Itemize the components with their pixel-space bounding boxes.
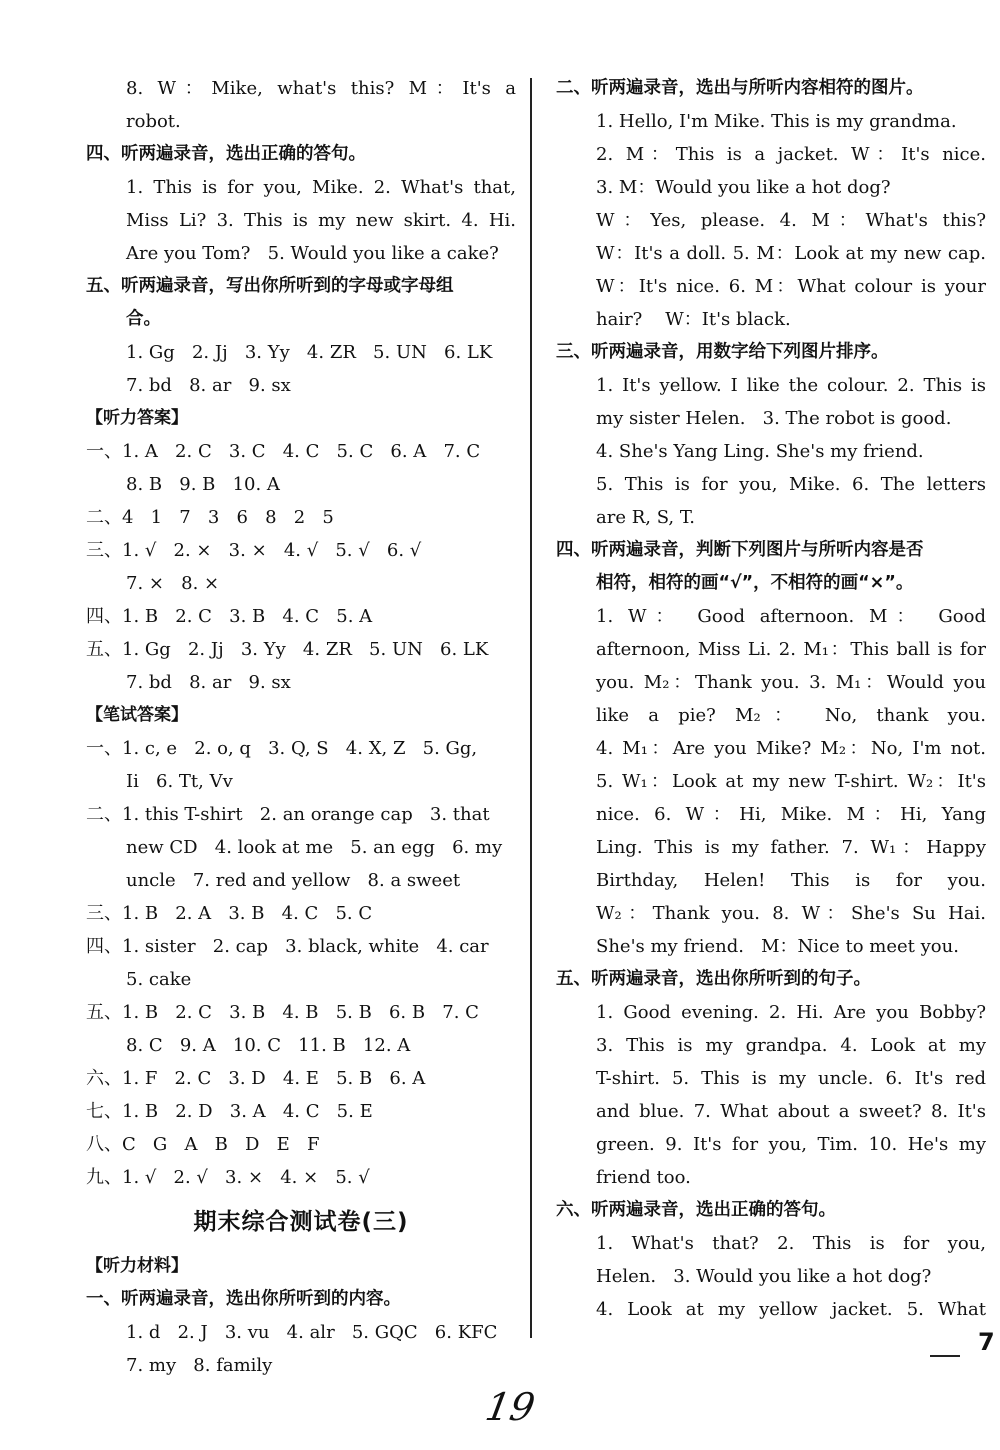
text-line: 8. W：Mike, what's this? M：It's a xyxy=(126,78,516,99)
text-line: you. M₂：Thank you. 3. M₁：Would you xyxy=(596,672,986,693)
text-line: 4. M₁：Are you Mike? M₂：No, I'm not. xyxy=(596,738,986,759)
text-line: 九、1. √ 2. √ 3. × 4. × 5. √ xyxy=(86,1167,370,1188)
text-line: 8. C 9. A 10. C 11. B 12. A xyxy=(126,1035,411,1056)
text-line: She's my friend. M：Nice to meet you. xyxy=(596,936,959,957)
answer-heading: 【笔试答案】 xyxy=(86,705,188,725)
text-line: W：It's nice. 6. M：What colour is your xyxy=(596,276,986,297)
text-line: 7. bd 8. ar 9. sx xyxy=(126,672,291,693)
text-line: 1. W： Good afternoon. M： Good xyxy=(596,606,986,627)
page-number: 7 xyxy=(978,1328,995,1356)
text-line: 3. M：Would you like a hot dog? xyxy=(596,177,891,198)
text-line: nice. 6. W：Hi, Mike. M：Hi, Yang xyxy=(596,804,986,825)
text-line: 8. B 9. B 10. A xyxy=(126,474,280,495)
text-line: 7. bd 8. ar 9. sx xyxy=(126,375,291,396)
text-line: 1. It's yellow. I like the colour. 2. This is xyxy=(596,375,986,396)
section-title: 期末综合测试卷(三) xyxy=(193,1209,409,1235)
text-line: 5. This is for you, Mike. 6. The letters xyxy=(596,474,986,495)
answer-heading: 【听力答案】 xyxy=(86,408,188,428)
text-line: 三、1. B 2. A 3. B 4. C 5. C xyxy=(86,903,373,924)
text-line: afternoon, Miss Li. 2. M₁：This ball is for xyxy=(596,639,986,660)
text-line: are R, S, T. xyxy=(596,507,695,528)
section-heading: 六、听两遍录音，选出正确的答句。 xyxy=(556,1200,836,1220)
text-line: 4. Look at my yellow jacket. 5. What xyxy=(596,1299,986,1320)
text-line: T-shirt. 5. This is my uncle. 6. It's red xyxy=(596,1068,986,1089)
text-line: 二、1. this T-shirt 2. an orange cap 3. that xyxy=(86,804,490,825)
text-line: 7. × 8. × xyxy=(126,573,220,594)
text-line: new CD 4. look at me 5. an egg 6. my xyxy=(126,837,503,858)
text-line: Ii 6. Tt, Vv xyxy=(126,771,233,792)
text-line: 六、1. F 2. C 3. D 4. E 5. B 6. A xyxy=(86,1068,426,1089)
text-line: friend too. xyxy=(596,1167,691,1188)
text-line: robot. xyxy=(126,111,181,132)
text-line: 7. my 8. family xyxy=(126,1355,273,1376)
answer-heading: 【听力材料】 xyxy=(86,1256,188,1276)
section-heading: 五、听两遍录音，选出你所听到的句子。 xyxy=(556,969,871,989)
text-line: 五、1. B 2. C 3. B 4. B 5. B 6. B 7. C xyxy=(86,1002,479,1023)
text-line: 三、1. √ 2. × 3. × 4. √ 5. √ 6. √ xyxy=(86,540,422,561)
section-heading: 相符，相符的画“√”，不相符的画“×”。 xyxy=(596,573,914,593)
text-line: 七、1. B 2. D 3. A 4. C 5. E xyxy=(86,1101,373,1122)
text-line: 5. cake xyxy=(126,969,192,990)
section-heading: 合。 xyxy=(126,309,161,329)
text-line: 1. d 2. J 3. vu 4. alr 5. GQC 6. KFC xyxy=(126,1322,498,1343)
text-line: 3. This is my grandpa. 4. Look at my xyxy=(596,1035,986,1056)
text-line: 5. W₁：Look at my new T-shirt. W₂：It's xyxy=(596,771,986,792)
section-heading: 三、听两遍录音，用数字给下列图片排序。 xyxy=(556,342,889,362)
text-line: Miss Li? 3. This is my new skirt. 4. Hi. xyxy=(126,210,516,231)
text-line: 1. What's that? 2. This is for you, xyxy=(596,1233,986,1254)
text-line: hair? W：It's black. xyxy=(596,309,791,330)
text-line: like a pie? M₂： No, thank you. xyxy=(596,705,986,726)
text-line: 1. This is for you, Mike. 2. What's that, xyxy=(126,177,516,198)
section-heading: 二、听两遍录音，选出与所听内容相符的图片。 xyxy=(556,78,924,98)
text-line: Ling. This is my father. 7. W₁：Happy xyxy=(596,837,986,858)
text-line: my sister Helen. 3. The robot is good. xyxy=(596,408,952,429)
text-line: 八、C G A B D E F xyxy=(86,1134,320,1155)
section-heading: 四、听两遍录音，选出正确的答句。 xyxy=(86,144,366,164)
text-line: 一、1. c, e 2. o, q 3. Q, S 4. X, Z 5. Gg, xyxy=(86,738,478,759)
text-line: Birthday, Helen! This is for you. xyxy=(596,870,986,891)
text-line: W：It's a doll. 5. M：Look at my new cap. xyxy=(596,243,986,264)
text-line: W₂：Thank you. 8. W：She's Su Hai. xyxy=(596,903,986,924)
text-line: Are you Tom? 5. Would you like a cake? xyxy=(126,243,499,264)
text-line: W：Yes, please. 4. M：What's this? xyxy=(596,210,986,231)
text-line: 五、1. Gg 2. Jj 3. Yy 4. ZR 5. UN 6. LK xyxy=(86,639,489,660)
text-line: 二、4 1 7 3 6 8 2 5 xyxy=(86,507,334,528)
text-line: 1. Good evening. 2. Hi. Are you Bobby? xyxy=(596,1002,986,1023)
text-line: 4. She's Yang Ling. She's my friend. xyxy=(596,441,924,462)
text-line: Helen. 3. Would you like a hot dog? xyxy=(596,1266,932,1287)
section-heading: 四、听两遍录音，判断下列图片与所听内容是否 xyxy=(556,540,924,560)
text-line: green. 9. It's for you, Tim. 10. He's my xyxy=(596,1134,986,1155)
right-column xyxy=(556,72,986,1326)
section-heading: 一、听两遍录音，选出你所听到的内容。 xyxy=(86,1289,401,1309)
text-line: 2. M：This is a jacket. W：It's nice. xyxy=(596,144,986,165)
text-line: 四、1. B 2. C 3. B 4. C 5. A xyxy=(86,606,373,627)
text-line: 一、1. A 2. C 3. C 4. C 5. C 6. A 7. C xyxy=(86,441,481,462)
footer-dash xyxy=(930,1355,960,1357)
text-line: 1. Hello, I'm Mike. This is my grandma. xyxy=(596,111,957,132)
section-heading: 五、听两遍录音，写出你所听到的字母或字母组 xyxy=(86,276,454,296)
text-line: 四、1. sister 2. cap 3. black, white 4. car xyxy=(86,936,489,957)
text-line: uncle 7. red and yellow 8. a sweet xyxy=(126,870,461,891)
handwritten-page-number: 19 xyxy=(482,1385,539,1429)
left-column xyxy=(86,72,516,1382)
text-line: 1. Gg 2. Jj 3. Yy 4. ZR 5. UN 6. LK xyxy=(126,342,493,363)
text-line: and blue. 7. What about a sweet? 8. It's xyxy=(596,1101,986,1122)
column-divider xyxy=(530,78,532,1338)
